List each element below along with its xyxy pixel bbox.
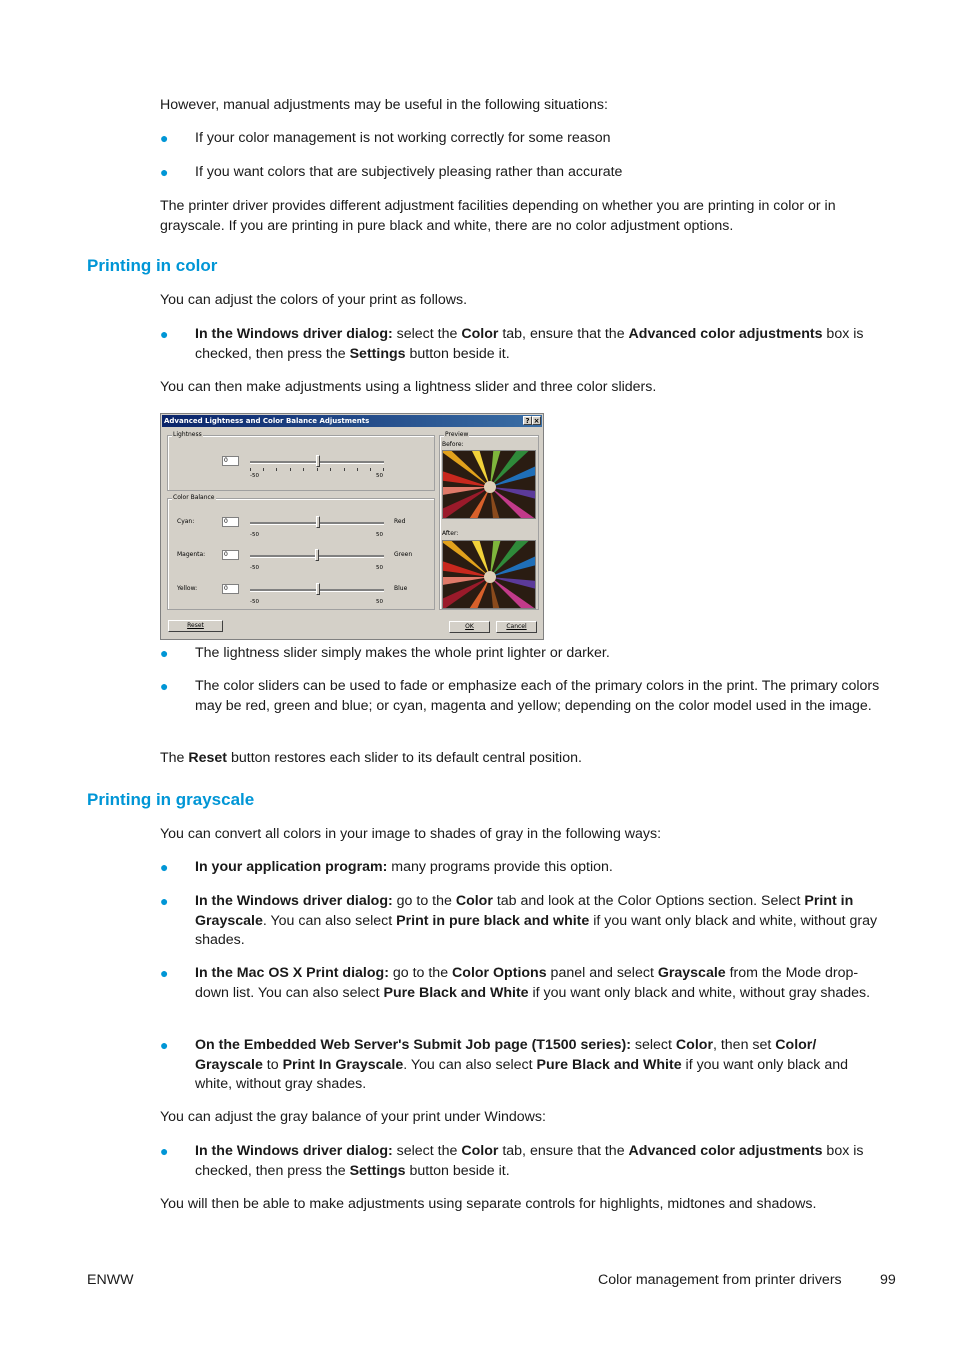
bullet-icon: ● <box>160 645 169 661</box>
bullet-icon: ● <box>160 130 169 146</box>
list-item: The color sliders can be used to fade or emphasize each of the primary colors in the print. The primary colors may be red, green and blue; or cyan, magenta and yellow; depending on the color model used in the image. <box>195 678 880 714</box>
close-button[interactable]: × <box>533 417 540 425</box>
windows-lead: You can adjust the gray balance of your print under Windows: <box>160 1109 546 1125</box>
list-item: On the Embedded Web Server's Submit Job page (T1500 series): select Color, then set Color/ Grayscale to Print In Grayscale. You can also select Pure Black and White if you want only black and white, without gray shades. <box>195 1037 848 1093</box>
list-item: In the Windows driver dialog: select the Color tab, ensure that the Advanced color adjustments box is checked, then press the Settings button beside it. <box>195 1143 864 1179</box>
help-button[interactable]: ? <box>523 416 532 425</box>
heading-printing-in-color: Printing in color <box>87 256 218 275</box>
ok-button[interactable]: OK <box>449 621 490 633</box>
bullet-icon: ● <box>160 326 169 342</box>
lightness-slider-thumb[interactable] <box>316 455 320 467</box>
magenta-green-input[interactable]: 0 <box>222 550 239 560</box>
adjustments-dialog <box>160 413 544 640</box>
list-item: In your application program: many programs provide this option. <box>195 859 613 875</box>
before-preview-image <box>442 450 536 519</box>
sliders-intro: You can then make adjustments using a lightness slider and three color sliders. <box>160 379 657 395</box>
colored-pencils-image <box>443 541 536 609</box>
bullet-icon: ● <box>160 965 169 981</box>
yellow-blue-input[interactable]: 0 <box>222 584 239 594</box>
list-item: In the Mac OS X Print dialog: go to the Color Options panel and select Grayscale from the Mode drop-down list. You can also select Pure Black and White if you want only black and white, without gray shades. <box>195 965 871 1001</box>
yellow-blue-slider-thumb[interactable] <box>316 583 320 595</box>
closing-text: You will then be able to make adjustments using separate controls for highlights, midtones and shadows. <box>160 1196 817 1212</box>
colored-pencils-image <box>443 451 536 519</box>
intro-text: However, manual adjustments may be useful in the following situations: <box>160 97 608 113</box>
list-item: If your color management is not working correctly for some reason <box>195 130 611 146</box>
list-item: In the Windows driver dialog: select the Color tab, ensure that the Advanced color adjustments box is checked, then press the Settings button beside it. <box>195 326 864 362</box>
lightness-group: Lightness 0 -50 50 <box>167 435 435 491</box>
footer-left: ENWW <box>87 1272 134 1288</box>
bullet-icon: ● <box>160 859 169 875</box>
color-lead: You can adjust the colors of your print as follows. <box>160 292 468 308</box>
preview-group: Preview Before: After: <box>439 435 539 610</box>
page-number: 99 <box>880 1272 896 1288</box>
color-balance-group: Color Balance Cyan: 0 Red -50 50 Magenta: 0 Green -50 50 Yellow: 0 Blue -50 50 <box>167 498 435 610</box>
magenta-green-slider-thumb[interactable] <box>315 549 319 561</box>
bullet-icon: ● <box>160 1143 169 1159</box>
footer-title: Color management from printer drivers <box>598 1272 842 1288</box>
cyan-red-slider-thumb[interactable] <box>316 516 320 528</box>
bullet-icon: ● <box>160 678 169 694</box>
bullet-icon: ● <box>160 1037 169 1053</box>
cancel-button[interactable]: Cancel <box>496 621 537 633</box>
dialog-title: Advanced Lightness and Color Balance Adjustments <box>162 415 542 427</box>
bullet-icon: ● <box>160 893 169 909</box>
lightness-input[interactable]: 0 <box>222 456 239 466</box>
heading-printing-in-grayscale: Printing in grayscale <box>87 790 255 809</box>
reset-button[interactable]: Reset <box>168 620 223 632</box>
after-preview-image <box>442 540 536 609</box>
list-item: In the Windows driver dialog: go to the Color tab and look at the Color Options section. Select Print in Grayscale. You can also select Print in pure black and white if you want only black and white, without gray shades. <box>195 893 878 949</box>
cyan-red-input[interactable]: 0 <box>222 517 239 527</box>
facilities-text: The printer driver provides different adjustment facilities depending on whether you are printing in color or in grayscale. If you are printing in pure black and white, there are no color adjustment options. <box>160 198 836 234</box>
list-item: The lightness slider simply makes the whole print lighter or darker. <box>195 645 610 661</box>
list-item: If you want colors that are subjectively pleasing rather than accurate <box>195 164 623 180</box>
grayscale-lead: You can convert all colors in your image to shades of gray in the following ways: <box>160 826 662 842</box>
reset-text: The Reset button restores each slider to its default central position. <box>160 750 582 766</box>
bullet-icon: ● <box>160 164 169 180</box>
